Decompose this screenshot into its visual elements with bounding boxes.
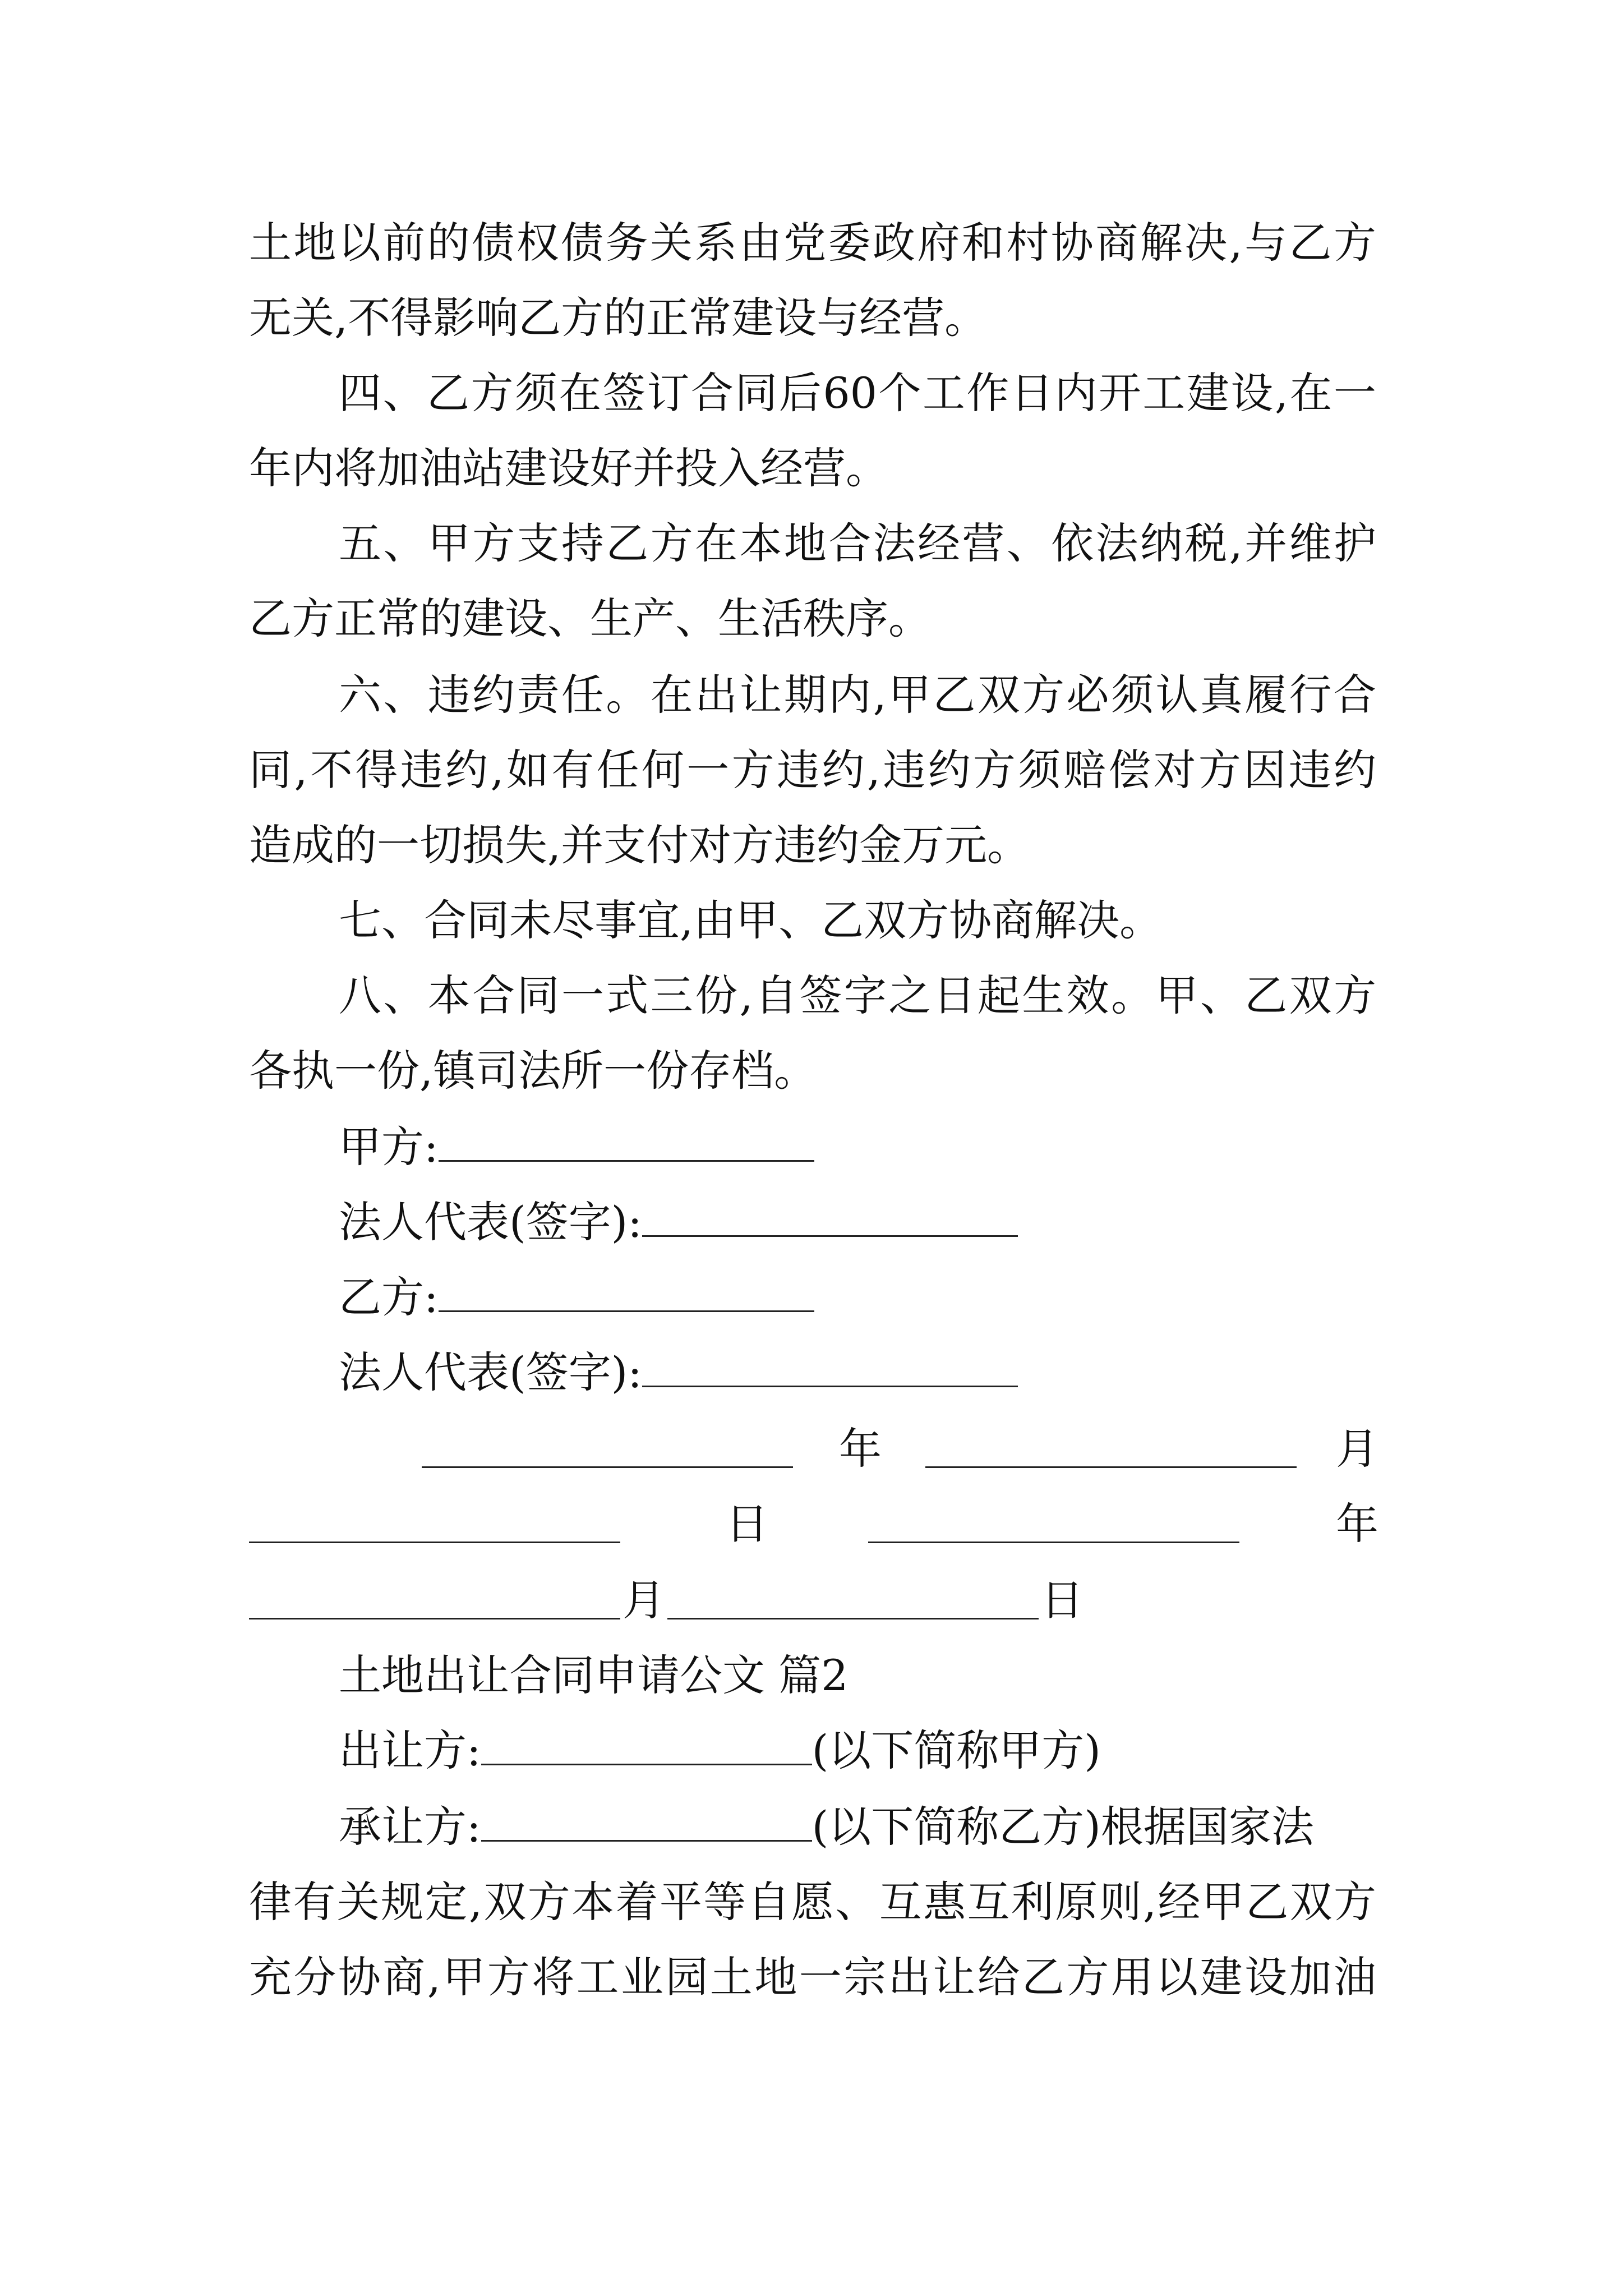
clause-six: 六、违约责任。在出让期内,甲乙双方必须认真履行合 xyxy=(339,670,1376,720)
clause-eight: 八、本合同一式三份,自签字之日起生效。甲、乙双方 xyxy=(339,970,1376,1020)
date-month-label: 月 xyxy=(1336,1424,1378,1474)
date-blank[interactable] xyxy=(249,1506,620,1543)
party-a-rep-label: 法人代表(签字): xyxy=(339,1197,642,1247)
date-blank[interactable] xyxy=(667,1582,1039,1619)
date-day-label: 日 xyxy=(1041,1575,1083,1625)
date-row-1 xyxy=(0,1418,1623,1480)
paragraph-line: 无关,不得影响乙方的正常建设与经营。 xyxy=(249,293,988,343)
clause-four: 四、乙方须在签订合同后60个工作日内开工建设,在一 xyxy=(339,368,1376,418)
grantor-row xyxy=(339,1720,1376,1782)
party-b-rep-signature-row xyxy=(339,1342,1376,1404)
grantor-label: 出让方: xyxy=(339,1726,481,1775)
date-row-3 xyxy=(0,1570,1623,1631)
paragraph-line: 同,不得违约,如有任何一方违约,违约方须赔偿对方因违约 xyxy=(249,745,1376,795)
party-a-blank[interactable] xyxy=(439,1121,814,1162)
paragraph-line: 律有关规定,双方本着平等自愿、互惠互利原则,经甲乙双方 xyxy=(249,1877,1376,1927)
party-a-rep-blank[interactable] xyxy=(642,1196,1018,1237)
grantee-suffix: (以下简称乙方)根据国家法 xyxy=(811,1802,1314,1852)
section-title: 土地出让合同申请公文 篇2 xyxy=(339,1650,849,1700)
grantee-label: 承让方: xyxy=(339,1802,481,1852)
paragraph-line: 年内将加油站建设好并投入经营。 xyxy=(249,443,888,493)
paragraph-line: 造成的一切损失,并支付对方违约金万元。 xyxy=(249,820,1030,870)
grantee-row xyxy=(339,1796,1376,1858)
date-year-label: 年 xyxy=(1336,1499,1378,1549)
grantor-suffix: (以下简称甲方) xyxy=(811,1726,1101,1775)
party-a-label: 甲方: xyxy=(339,1122,439,1172)
date-year-label: 年 xyxy=(839,1424,882,1474)
grantee-blank[interactable] xyxy=(481,1801,812,1842)
party-b-rep-label: 法人代表(签字): xyxy=(339,1347,642,1397)
date-month-label: 月 xyxy=(623,1575,665,1625)
paragraph-line: 充分协商,甲方将工业园土地一宗出让给乙方用以建设加油 xyxy=(249,1952,1376,2002)
date-day-label: 日 xyxy=(726,1499,768,1549)
grantor-blank[interactable] xyxy=(481,1724,812,1765)
party-b-label: 乙方: xyxy=(339,1272,439,1322)
clause-seven: 七、合同未尽事宜,由甲、乙双方协商解决。 xyxy=(339,895,1163,945)
date-blank[interactable] xyxy=(249,1582,620,1619)
clause-five: 五、甲方支持乙方在本地合法经营、依法纳税,并维护 xyxy=(339,518,1376,568)
party-b-rep-blank[interactable] xyxy=(642,1346,1018,1387)
date-blank[interactable] xyxy=(868,1506,1239,1543)
party-b-blank[interactable] xyxy=(439,1271,814,1312)
party-a-rep-signature-row xyxy=(339,1191,1376,1253)
party-b-signature-row xyxy=(339,1267,1376,1328)
date-row-2 xyxy=(0,1493,1623,1555)
paragraph-line: 土地以前的债权债务关系由党委政府和村协商解决,与乙方 xyxy=(249,218,1376,268)
date-blank[interactable] xyxy=(422,1430,793,1468)
paragraph-line: 各执一份,镇司法所一份存档。 xyxy=(249,1046,817,1096)
party-a-signature-row xyxy=(339,1116,1376,1178)
date-blank[interactable] xyxy=(925,1430,1297,1468)
paragraph-line: 乙方正常的建设、生产、生活秩序。 xyxy=(249,593,931,643)
